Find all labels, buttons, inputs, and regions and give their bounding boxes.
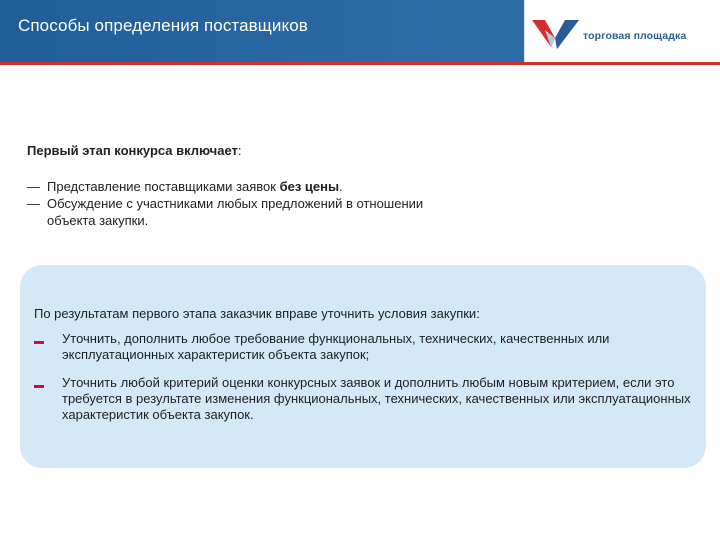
list-item bbox=[27, 178, 467, 195]
intro-list bbox=[27, 178, 467, 229]
logo bbox=[524, 0, 720, 62]
list-item-text: Уточнить, дополнить любое требование функциональных, технических, качественных или эксплуатационных характеристик объекта закупок; bbox=[62, 331, 610, 362]
list-item bbox=[34, 375, 694, 423]
bullet-dash-icon bbox=[34, 341, 44, 344]
list-item-text: Представление поставщиками заявок bbox=[47, 179, 280, 194]
list-item bbox=[27, 195, 467, 229]
list-item-tail: . bbox=[339, 179, 343, 194]
panel-list bbox=[34, 331, 694, 435]
list-item-text: Уточнить любой критерий оценки конкурсных заявок и дополнить любым новым критерием, если это требуется в результате изменения функциональных, технических, качественных или эксплуатационных характеристик объекта закупок. bbox=[62, 375, 691, 422]
dash-marker: — bbox=[27, 196, 40, 211]
accent-line bbox=[0, 62, 720, 65]
intro-heading-text: Первый этап конкурса включает bbox=[27, 143, 238, 158]
panel-intro: По результатам первого этапа заказчик вправе уточнить условия закупки: bbox=[34, 306, 480, 321]
list-item bbox=[34, 331, 694, 363]
logo-mark-icon bbox=[531, 16, 581, 52]
intro-heading-colon: : bbox=[237, 143, 242, 158]
list-item-text: Обсуждение с участниками любых предложений в отношении объекта закупки. bbox=[47, 196, 424, 228]
list-item-bold: без цены bbox=[279, 179, 340, 194]
header-bar bbox=[0, 0, 720, 62]
dash-marker: — bbox=[27, 179, 40, 194]
intro-heading bbox=[27, 143, 242, 158]
bullet-dash-icon bbox=[34, 385, 44, 388]
slide-title: Способы определения поставщиков bbox=[18, 16, 308, 35]
info-panel bbox=[20, 265, 706, 468]
logo-text: торговая площадка bbox=[583, 30, 687, 42]
